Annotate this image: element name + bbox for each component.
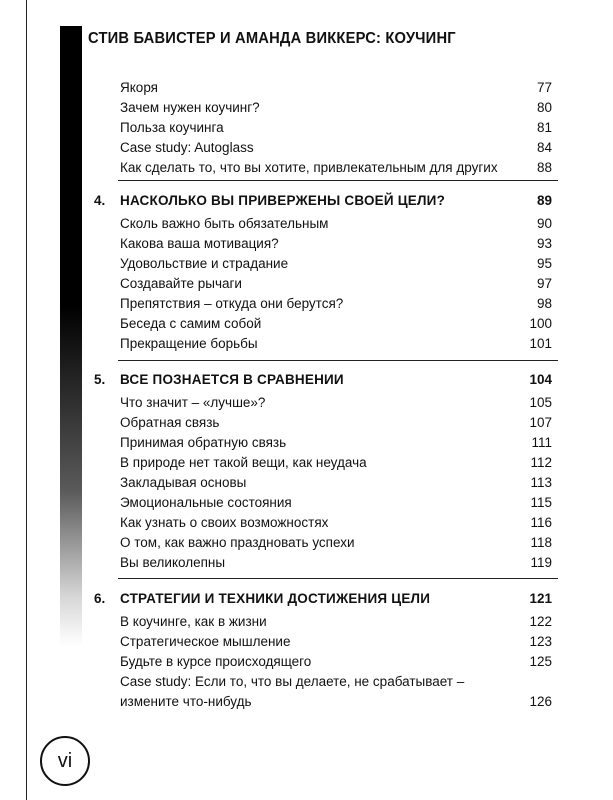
toc-entry-row[interactable] [88,274,558,292]
toc-chapter-row[interactable] [88,589,558,607]
page-ref: 105 [529,394,552,410]
entry-title: Будьте в курсе происходящего [120,653,312,669]
toc-entry-row[interactable] [88,413,558,431]
toc-entry-row[interactable] [88,632,558,650]
entry-title: Стратегическое мышление [120,633,291,649]
toc-entry-row[interactable] [88,118,558,136]
entry-title: Как сделать то, что вы хотите, привлекательным для других [120,159,498,175]
page-ref: 111 [531,434,552,450]
page-ref: 116 [530,514,552,530]
entry-title: Прекращение борьбы [120,335,258,351]
entry-title: Закладывая основы [120,474,247,490]
toc-entry-row[interactable] [88,138,558,156]
running-header: СТИВ БАВИСТЕР И АМАНДА ВИККЕРС: КОУЧИНГ [88,30,456,47]
page-ref: 77 [536,79,552,95]
page-ref: 81 [536,119,552,135]
chapter-number: 6. [94,590,106,606]
page-ref: 122 [529,613,552,629]
decorative-side-bar [60,26,82,646]
toc-entry-row[interactable] [88,393,558,411]
page-ref: 95 [536,255,552,271]
entry-title: Какова ваша мотивация? [120,235,279,251]
page-ref: 107 [529,414,552,430]
page-ref: 115 [530,494,552,510]
toc-chapter-row[interactable] [88,191,558,209]
table-of-contents [88,0,558,800]
page-ref: 125 [529,653,552,669]
entry-title: Создавайте рычаги [120,275,242,291]
chapter-divider [118,180,558,181]
toc-entry-row[interactable] [88,692,558,710]
page-ref: 113 [530,474,552,490]
chapter-divider [118,360,558,361]
toc-entry-row[interactable] [88,254,558,272]
toc-entry-row[interactable] [88,513,558,531]
chapter-number: 4. [94,192,106,208]
entry-title: измените что-нибудь [120,693,252,709]
toc-entry-row[interactable] [88,652,558,670]
toc-entry-row[interactable] [88,553,558,571]
entry-title: В природе нет такой вещи, как неудача [120,454,367,470]
page-ref: 104 [529,371,552,387]
entry-title: Как узнать о своих возможностях [120,514,329,530]
page-ref: 118 [530,534,552,550]
chapter-title: СТРАТЕГИИ И ТЕХНИКИ ДОСТИЖЕНИЯ ЦЕЛИ [120,590,431,606]
page-ref: 101 [529,335,552,351]
toc-entry-row[interactable] [88,78,558,96]
toc-entry-row[interactable] [88,234,558,252]
page-ref: 100 [529,315,552,331]
entry-title: Вы великолепны [120,554,226,570]
page-ref: 126 [529,693,552,709]
page-ref: 97 [536,275,552,291]
toc-entry-row[interactable] [88,294,558,312]
toc-entry-row[interactable] [88,533,558,551]
chapter-title: ВСЕ ПОЗНАЕТСЯ В СРАВНЕНИИ [120,371,344,387]
entry-title: Якоря [120,79,158,95]
entry-title: Case study: Если то, что вы делаете, не срабатывает – [120,673,465,689]
toc-entry-row[interactable] [88,158,558,176]
entry-title: Сколь важно быть обязательным [120,215,329,231]
page-ref: 88 [536,159,552,175]
toc-entry-row[interactable] [88,672,558,690]
page-ref: 90 [536,215,552,231]
toc-entry-row[interactable] [88,334,558,352]
entry-title: Case study: Autoglass [120,139,254,155]
toc-entry-row[interactable] [88,612,558,630]
toc-chapter-row[interactable] [88,370,558,388]
page-ref: 119 [530,554,552,570]
entry-title: Беседа с самим собой [120,315,262,331]
page-ref: 121 [529,590,552,606]
entry-title: Эмоциональные состояния [120,494,292,510]
toc-entry-row[interactable] [88,314,558,332]
toc-entry-row[interactable] [88,214,558,232]
page-ref: 84 [536,139,552,155]
entry-title: Зачем нужен коучинг? [120,99,260,115]
page-ref: 123 [529,633,552,649]
entry-title: О том, как важно праздновать успехи [120,534,355,550]
entry-title: Что значит – «лучше»? [120,394,266,410]
page-ref: 98 [536,295,552,311]
left-border-line [26,0,27,800]
page-ref: 112 [530,454,552,470]
toc-entry-row[interactable] [88,453,558,471]
toc-entry-row[interactable] [88,433,558,451]
entry-title: Принимая обратную связь [120,434,287,450]
entry-title: Препятствия – откуда они берутся? [120,295,344,311]
page-ref: 93 [536,235,552,251]
page-ref: 89 [536,192,552,208]
page-number-badge [40,736,90,786]
chapter-title: НАСКОЛЬКО ВЫ ПРИВЕРЖЕНЫ СВОЕЙ ЦЕЛИ? [120,192,446,208]
entry-title: Обратная связь [120,414,220,430]
page-ref: 80 [536,99,552,115]
chapter-number: 5. [94,371,106,387]
entry-title: В коучинге, как в жизни [120,613,267,629]
toc-entry-row[interactable] [88,473,558,491]
chapter-divider [118,578,558,579]
toc-entry-row[interactable] [88,98,558,116]
entry-title: Польза коучинга [120,119,224,135]
page-number: vi [57,749,73,772]
toc-entry-row[interactable] [88,493,558,511]
entry-title: Удовольствие и страдание [120,255,289,271]
